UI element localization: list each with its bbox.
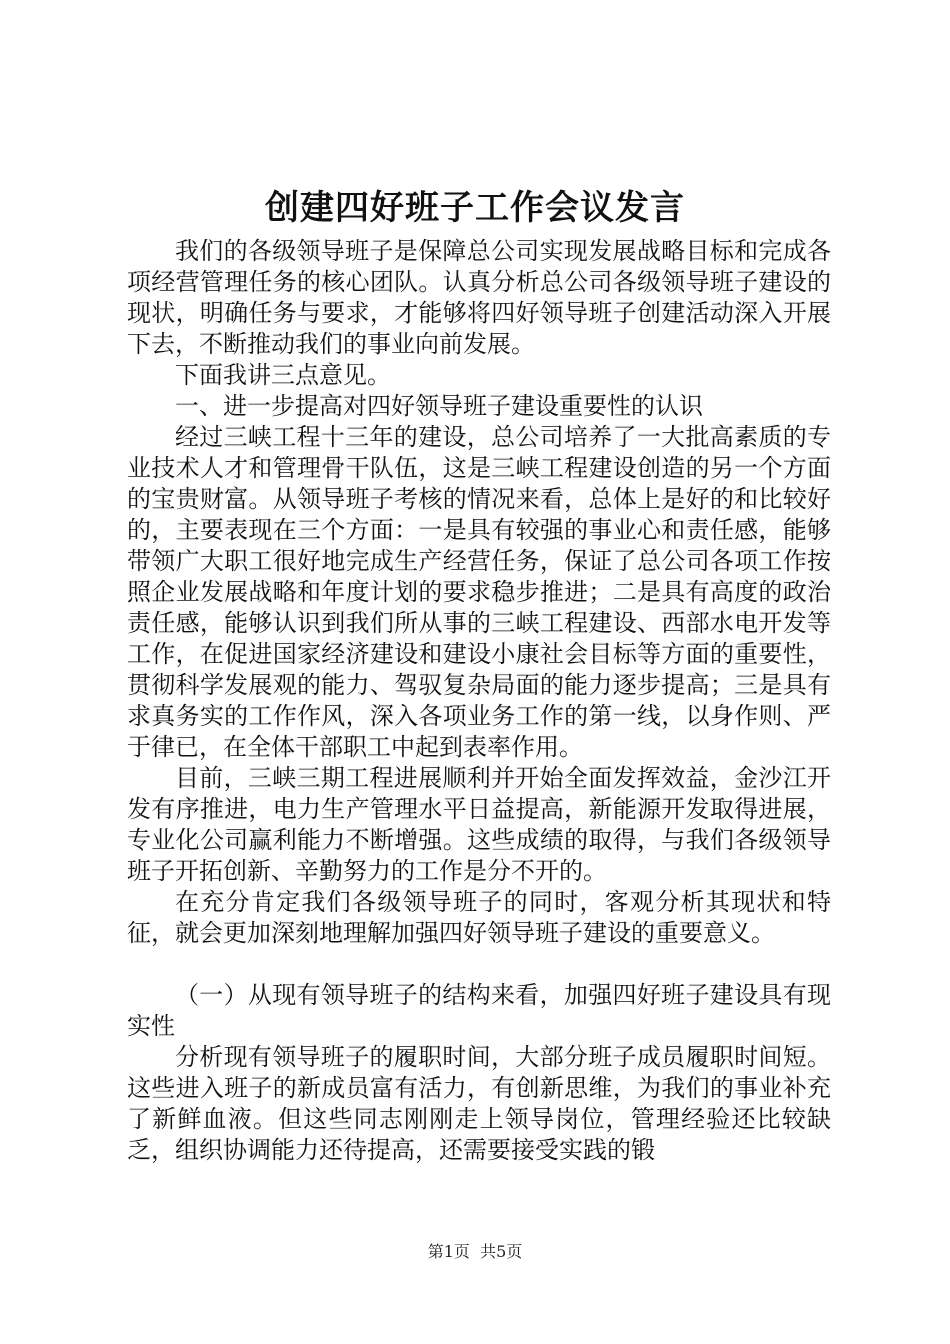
subheading-structure: （一）从现有领导班子的结构来看，加强四好班子建设具有现实性 — [127, 981, 831, 1040]
section-heading-one: 一、进一步提高对四好领导班子建设重要性的认识 — [175, 392, 703, 420]
paragraph-tenure: 分析现有领导班子的履职时间，大部分班子成员履职时间短。这些进入班子的新成员富有活力，有创新思维，为我们的事业补充了新鲜血液。但这些同志刚刚走上领导岗位，管理经验还比较缺乏，组织协调能力还待提高，还需要接受实践的锻 — [127, 1043, 831, 1164]
paragraph-intro: 我们的各级领导班子是保障总公司实现发展战略目标和完成各项经营管理任务的核心团队。认真分析总公司各级领导班子建设的现状，明确任务与要求，才能够将四好领导班子创建活动深入开展下去，不断推动我们的事业向前发展。 — [127, 237, 831, 358]
page-number-total: 共5页 — [480, 1242, 523, 1261]
paragraph-progress: 目前，三峡三期工程进展顺利并开始全面发挥效益，金沙江开发有序推进，电力生产管理水平日益提高，新能源开发取得进展，专业化公司赢利能力不断增强。这些成绩的取得，与我们各级领导班子开拓创新、辛勤努力的工作是分不开的。 — [127, 764, 831, 885]
paragraph-spacer — [127, 949, 831, 980]
document-body — [127, 236, 831, 1166]
page-number-current: 第1页 — [427, 1242, 470, 1261]
paragraph-significance: 在充分肯定我们各级领导班子的同时，客观分析其现状和特征，就会更加深刻地理解加强四好领导班子建设的重要意义。 — [127, 888, 831, 947]
page-footer — [0, 1241, 950, 1263]
paragraph-achievements: 经过三峡工程十三年的建设，总公司培养了一大批高素质的专业技术人才和管理骨干队伍，这是三峡工程建设创造的另一个方面的宝贵财富。从领导班子考核的情况来看，总体上是好的和比较好的，主要表现在三个方面：一是具有较强的事业心和责任感，能够带领广大职工很好地完成生产经营任务，保证了总公司各项工作按照企业发展战略和年度计划的要求稳步推进；二是具有高度的政治责任感，能够认识到我们所从事的三峡工程建设、西部水电开发等工作，在促进国家经济建设和建设小康社会目标等方面的重要性，贯彻科学发展观的能力、驾驭复杂局面的能力逐步提高；三是具有求真务实的工作作风，深入各项业务工作的第一线，以身作则、严于律已，在全体干部职工中起到表率作用。 — [127, 423, 831, 761]
paragraph-three-points: 下面我讲三点意见。 — [175, 361, 391, 389]
document-title: 创建四好班子工作会议发言 — [265, 188, 685, 228]
